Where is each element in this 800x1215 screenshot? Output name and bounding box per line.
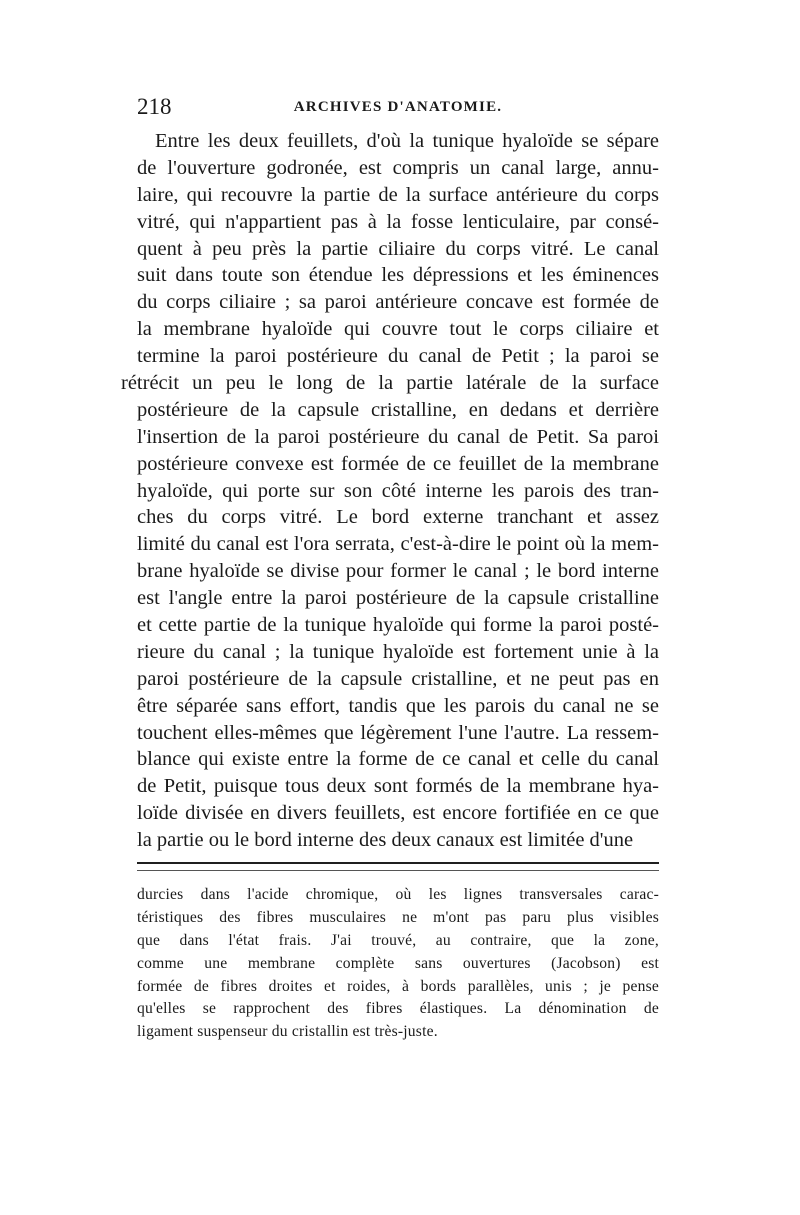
text-line: termine la paroi postérieure du canal de Petit ; la paroi se — [137, 345, 659, 368]
footnote-separator-thin — [137, 870, 659, 871]
text-line: laire, qui recouvre la partie de la surface antérieure du corps — [137, 183, 659, 206]
footnote-line: durcies dans l'acide chromique, où les lignes transversales carac- — [137, 886, 659, 903]
text-line: être séparée sans effort, tandis que les parois du canal ne se — [137, 694, 659, 717]
running-title: ARCHIVES D'ANATOMIE. — [293, 99, 503, 115]
footnote-line: ligament suspenseur du cristallin est très-juste. — [137, 1023, 438, 1041]
footnote-line: comme une membrane complète sans ouvertures (Jacobson) est — [137, 954, 659, 972]
footnote-line: formée de fibres droites et roides, à bords parallèles, unis ; je pense — [137, 977, 659, 995]
text-line: la partie ou le bord interne des deux canaux est limitée d'une — [137, 829, 634, 852]
text-line: et cette partie de la tunique hyaloïde qui forme la paroi posté- — [137, 614, 659, 637]
text-line: Entre les deux feuillets, d'où la tunique hyaloïde se sépare — [155, 130, 659, 152]
text-line: limité du canal est l'ora serrata, c'est-à-dire le point où la mem- — [137, 533, 659, 556]
footnote — [137, 884, 659, 1044]
text-line: suit dans toute son étendue les dépressions et les éminences — [137, 264, 659, 287]
text-line: blance qui existe entre la forme de ce canal et celle du canal — [137, 748, 659, 771]
text-line: la membrane hyaloïde qui couvre tout le corps ciliaire et — [137, 318, 659, 341]
main-text — [121, 128, 659, 854]
footnote-line-with-corrections: téristiques des fibres musculaires ne m'ont pas paru plus visibles — [137, 908, 659, 926]
text-line: du corps ciliaire ; sa paroi antérieure concave est formée de — [137, 291, 659, 314]
footnote-separator-thick — [137, 862, 659, 864]
text-line: vitré, qui n'appartient pas à la fosse lenticulaire, par consé- — [137, 210, 659, 233]
text-line: quent à peu près la partie ciliaire du corps vitré. Le canal — [137, 237, 659, 260]
page-number: 218 — [137, 94, 172, 119]
text-line: brane hyaloïde se divise pour former le canal ; le bord interne — [137, 560, 659, 583]
footnote-line: que dans l'état frais. J'ai trouvé, au contraire, que la zone, — [137, 931, 659, 949]
text-line: loïde divisée en divers feuillets, est encore fortifiée en ce que — [137, 802, 659, 825]
text-line: ches du corps vitré. Le bord externe tranchant et assez — [137, 506, 659, 529]
text-line: rieure du canal ; la tunique hyaloïde est fortement unie à la — [137, 640, 659, 663]
page-header — [137, 94, 659, 120]
footnote-line: qu'elles se rapprochent des fibres élastiques. La dénomination de — [137, 1000, 659, 1018]
text-line-with-strikeout-correction: rétrécit un peu le long de la partie latérale de la surface — [121, 372, 659, 395]
text-line: touchent elles-mêmes que légèrement l'une l'autre. La ressem- — [137, 721, 659, 744]
text-line: paroi postérieure de la capsule cristalline, et ne peut pas en — [137, 667, 659, 690]
text-line: de l'ouverture godronée, est compris un canal large, annu- — [137, 156, 659, 179]
text-line: de Petit, puisque tous deux sont formés de la membrane hya- — [137, 775, 659, 798]
text-line: est l'angle entre la paroi postérieure de la capsule cristalline — [137, 587, 659, 610]
text-line: postérieure de la capsule cristalline, en dedans et derrière — [137, 398, 659, 421]
text-line: postérieure convexe est formée de ce feuillet de la membrane — [137, 452, 659, 475]
text-line: l'insertion de la paroi postérieure du canal de Petit. Sa paroi — [137, 425, 659, 448]
text-line: hyaloïde, qui porte sur son côté interne les parois des tran- — [137, 479, 659, 502]
